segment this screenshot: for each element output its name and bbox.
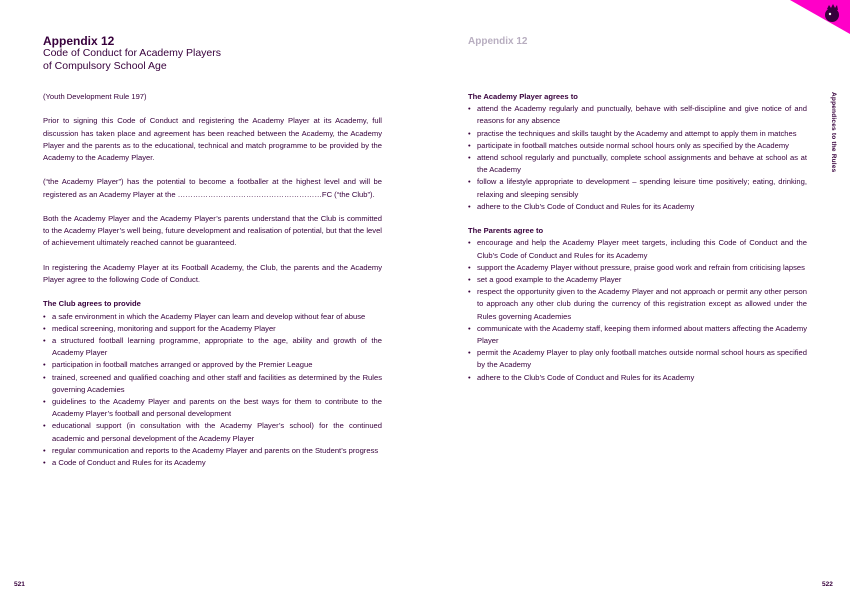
list-item: • respect the opportunity given to the Academy Player and not approach or permit any other person to approach any other club during the currency of this registration except as allowed under the Rules governing Academies	[468, 286, 807, 323]
list-item: • set a good example to the Academy Player	[468, 274, 807, 286]
list-item: • participate in football matches outside normal school hours only as specified by the Academy	[468, 140, 807, 152]
list-item: • participation in football matches arranged or approved by the Premier League	[43, 359, 382, 371]
list-item: • guidelines to the Academy Player and parents on the best ways for them to contribute to the Academy Player’s football and personal development	[43, 396, 382, 420]
ghost-title: Appendix 12	[468, 36, 528, 47]
player-heading: The Academy Player agrees to	[468, 92, 578, 101]
rule-reference: (Youth Development Rule 197)	[43, 92, 147, 101]
list-item: • communicate with the Academy staff, keeping them informed about matters affecting the Academy Player	[468, 323, 807, 347]
magenta-corner-shape	[790, 0, 850, 34]
list-item: • a structured football learning programme, appropriate to the age, ability and growth of the Academy Player	[43, 335, 382, 359]
player-list	[468, 103, 807, 213]
corner-accent	[790, 0, 850, 40]
list-item: • a Code of Conduct and Rules for its Academy	[43, 457, 382, 469]
list-item: • practise the techniques and skills taught by the Academy and attempt to apply them in matches	[468, 128, 807, 140]
list-item: • medical screening, monitoring and support for the Academy Player	[43, 323, 382, 335]
page-number-right: 522	[822, 581, 833, 588]
parents-list	[468, 237, 807, 383]
list-item: • adhere to the Club’s Code of Conduct and Rules for its Academy	[468, 372, 807, 384]
list-item: • adhere to the Club’s Code of Conduct and Rules for its Academy	[468, 201, 807, 213]
club-heading: The Club agrees to provide	[43, 299, 141, 309]
side-tab-label: Appendices to the Rules	[830, 92, 837, 173]
page-subtitle	[43, 47, 221, 73]
parents-heading: The Parents agree to	[468, 226, 544, 236]
left-body	[43, 91, 382, 481]
paragraph-3: Both the Academy Player and the Academy Player’s parents understand that the Club is committed to the Academy Player’s well being, future development and realisation of potential, but that the level of achievement ultimately reached cannot be guaranteed.	[43, 213, 382, 248]
list-item: • attend school regularly and punctually, complete school assignments and behave at school as at the Academy	[468, 152, 807, 176]
subtitle-line-2: of Compulsory School Age	[43, 60, 167, 72]
paragraph-1: Prior to signing this Code of Conduct and registering the Academy Player at its Academy, full discussion has taken place and agreement has been reached between the Academy, the Academy Player and the parents as to the educational, technical and match programme to be provided by the Academy to the Academy Player.	[43, 116, 382, 162]
list-item: • attend the Academy regularly and punctually, behave with self-discipline and give notice of and reasons for any absence	[468, 103, 807, 127]
page-number-left: 521	[14, 581, 25, 588]
paragraph-4: In registering the Academy Player at its Football Academy, the Club, the parents and the Academy Player agree to the following Code of Conduct.	[43, 262, 382, 284]
subtitle-line-1: Code of Conduct for Academy Players	[43, 47, 222, 59]
list-item: • support the Academy Player without pressure, praise good work and refrain from criticising lapses	[468, 262, 807, 274]
list-item: • permit the Academy Player to play only football matches outside normal school hours as specified by the Academy	[468, 347, 807, 371]
page-title: Appendix 12	[43, 34, 115, 48]
club-list	[43, 311, 382, 470]
right-page	[425, 0, 850, 603]
list-item: • regular communication and reports to the Academy Player and parents on the Student’s progress	[43, 445, 382, 457]
list-item: • follow a lifestyle appropriate to development – spending leisure time positively; eating, drinking, relaxing and sleeping sensibly	[468, 176, 807, 200]
right-body	[468, 91, 807, 396]
list-item: • a safe environment in which the Academy Player can learn and develop without fear of abuse	[43, 311, 382, 323]
list-item: • trained, screened and qualified coaching and other staff and facilities as determined by the Rules governing Academies	[43, 372, 382, 396]
list-item: • educational support (in consultation with the Academy Player’s school) for the continued academic and personal development of the Academy Player	[43, 420, 382, 444]
list-item: • encourage and help the Academy Player meet targets, including this Code of Conduct and the Club’s Code of Conduct and Rules for its Academy	[468, 237, 807, 261]
paragraph-2: (“the Academy Player”) has the potential to become a footballer at the highest level and will be registered as an Academy Player at the …………………………………………………FC (“the Club”).	[43, 177, 382, 199]
